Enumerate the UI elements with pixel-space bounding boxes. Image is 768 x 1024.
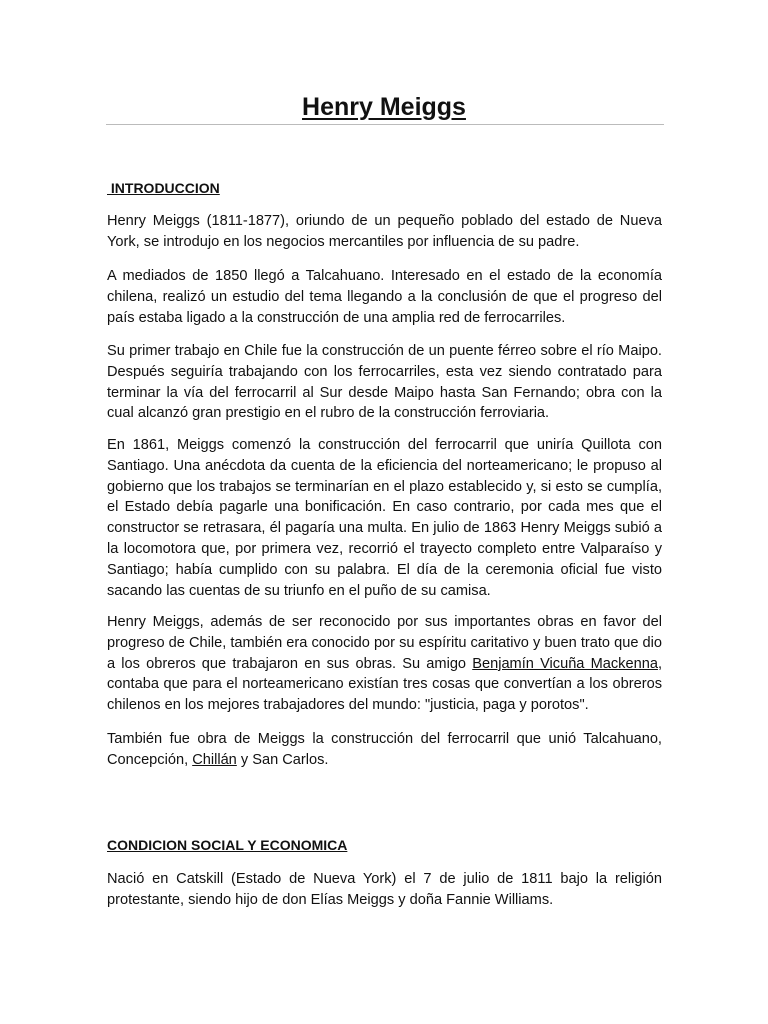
link-chillan[interactable]: Chillán — [192, 751, 237, 768]
paragraph-text: , contaba que para el norteamericano existían tres cosas que convertían a los obreros chilenos en los mejores trabajadores del mundo: "justicia, paga y porotos". — [107, 655, 663, 714]
paragraph-text: y San Carlos. — [236, 751, 329, 768]
page-title: Henry Meiggs — [302, 93, 466, 121]
section-heading-introduccion: INTRODUCCION — [107, 180, 220, 196]
paragraph — [107, 729, 662, 771]
paragraph: Nació en Catskill (Estado de Nueva York) el 7 de julio de 1811 bajo la religión protestante, siendo hijo de don Elías Meiggs y doña Fannie Williams. — [107, 871, 662, 908]
paragraph: Su primer trabajo en Chile fue la construcción de un puente férreo sobre el río Maipo. Después seguiría trabajando con los ferrocarriles, esta vez siendo contratado para terminar la vía del ferrocarril al Sur desde Maipo hasta San Fernando; obra con la cual alcanzó gran prestigio en el rubro de la construcción ferroviaria. — [107, 343, 662, 422]
paragraph: A mediados de 1850 llegó a Talcahuano. Interesado en el estado de la economía chilena, realizó un estudio del tema llegando a la conclusión de que el progreso del país estaba ligado a la construcción de una amplia red de ferrocarriles. — [107, 268, 662, 326]
paragraph — [107, 612, 662, 716]
paragraph-text: También fue obra de Meiggs la construcción del ferrocarril que unió Talcahuano, Concepción, — [107, 731, 662, 768]
link-benjamin-vicuna-mackenna[interactable]: Benjamín Vicuña Mackenna — [472, 655, 658, 672]
title-divider — [106, 124, 664, 125]
section-heading-condicion-social: CONDICION SOCIAL Y ECONOMICA — [107, 837, 348, 853]
paragraph-text: Henry Meiggs, además de ser reconocido por sus importantes obras en favor del progreso de Chile, también era conocido por su espíritu caritativo y buen trato que dio a los obreros que trabajaron en sus obras. Su amigo — [107, 614, 662, 672]
paragraph: Henry Meiggs (1811-1877), oriundo de un pequeño poblado del estado de Nueva York, se introdujo en los negocios mercantiles por influencia de su padre. — [107, 213, 662, 250]
paragraph: En 1861, Meiggs comenzó la construcción del ferrocarril que uniría Quillota con Santiago. Una anécdota da cuenta de la eficiencia del norteamericano; le propuso al gobierno que los trabajos se terminarían en el plazo establecido y, si esto se cumplía, el Estado debía pagarle una bonificación. En caso contrario, por cada mes que el constructor se retrasara, él pagaría una multa. En julio de 1863 Henry Meiggs subió a la locomotora que, por primera vez, recorrió el trayecto completo entre Valparaíso y Santiago; había cumplido con su palabra. El día de la ceremonia oficial fue visto sacando las cuentas de su triunfo en el puño de su camisa. — [107, 437, 662, 599]
